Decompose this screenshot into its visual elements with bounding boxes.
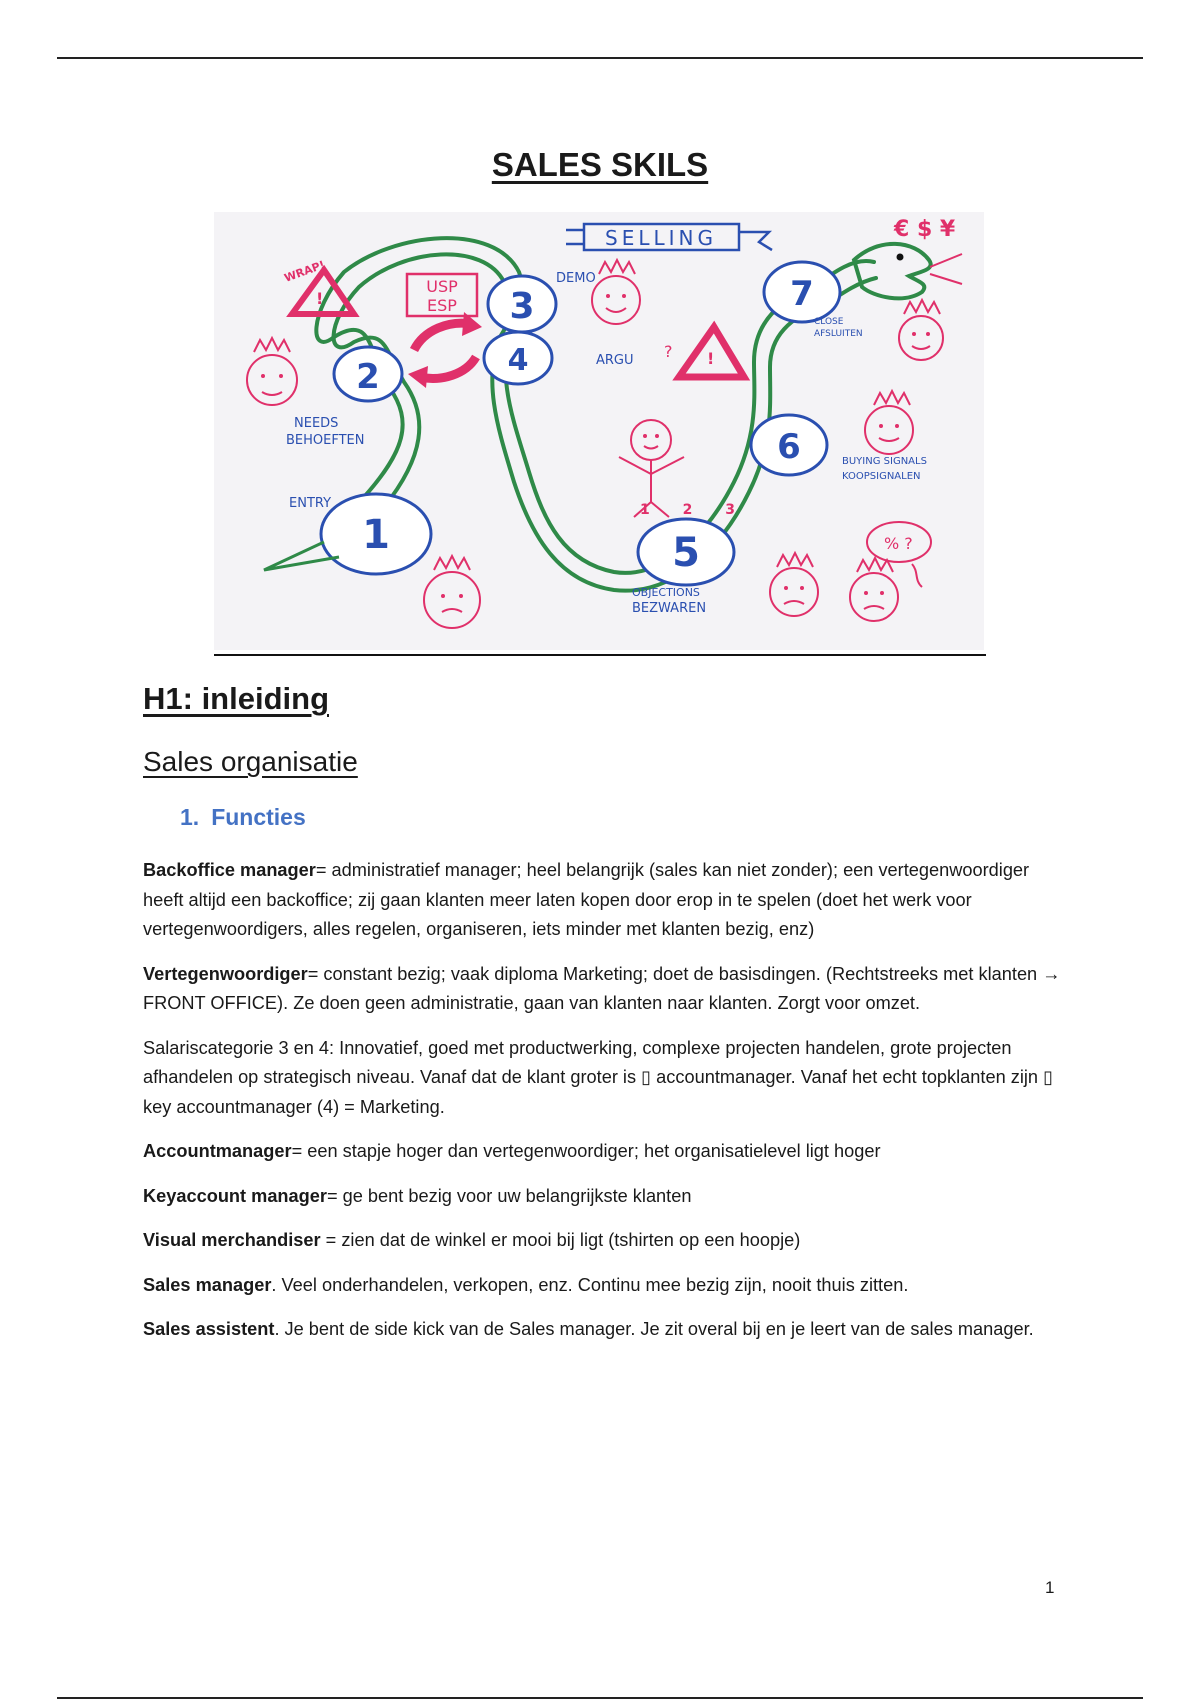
step-4: 4	[507, 343, 529, 378]
step-3: 3	[509, 286, 535, 327]
term: Sales assistent	[143, 1319, 275, 1339]
step-7: 7	[790, 274, 814, 314]
heading-3	[180, 804, 306, 831]
term: Backoffice manager	[143, 860, 316, 880]
step-2: 2	[356, 357, 380, 397]
term: Visual merchandiser	[143, 1230, 321, 1250]
paragraph-sales-manager	[143, 1271, 1063, 1301]
term: Accountmanager	[143, 1141, 292, 1161]
top-rule	[57, 57, 1143, 59]
illustration-underline	[214, 654, 986, 656]
objections-label: OBJECTIONS	[632, 586, 700, 599]
step-5: 5	[672, 530, 700, 576]
svg-text:!: !	[316, 289, 324, 308]
bezwaren-label: BEZWAREN	[632, 601, 707, 616]
definition: Salariscategorie 3 en 4: Innovatief, goed met productwerking, complexe projecten handelen, grote projecten afhandelen op strategisch niveau. Vanaf dat de klant groter is ▯ accountmanager. Vanaf het echt topklanten zijn ▯ key accountmanager (4) = Marketing.	[143, 1037, 1054, 1117]
term: Vertegenwoordiger	[143, 963, 308, 984]
definition: . Je bent de side kick van de Sales manager. Je zit overal bij en je leert van de sales manager.	[274, 1319, 1034, 1339]
currency-label: € $ ¥	[894, 217, 956, 242]
argu-label: ARGU	[596, 353, 634, 368]
entry-label: ENTRY	[289, 496, 332, 511]
paragraph-backoffice-manager	[143, 856, 1063, 945]
definition: = een stapje hoger dan vertegenwoordiger; het organisatielevel ligt hoger	[291, 1141, 881, 1161]
definition: = zien dat de winkel er mooi bij ligt (tshirten op een hoopje)	[320, 1230, 801, 1250]
definition: = ge bent bezig voor uw belangrijkste klanten	[326, 1185, 692, 1206]
paragraph-accountmanager	[143, 1137, 1063, 1167]
needs-label: NEEDS	[294, 416, 339, 431]
step-6: 6	[777, 427, 801, 467]
objection-numbers: 1 2 3	[640, 502, 749, 518]
usp-label: USP	[426, 277, 458, 296]
definition: . Veel onderhandelen, verkopen, enz. Continu mee bezig zijn, nooit thuis zitten.	[271, 1274, 909, 1295]
demo-label: DEMO	[556, 271, 596, 286]
wrap-label: WRAP!	[282, 258, 327, 285]
svg-text:!: !	[707, 349, 715, 368]
paragraph-sales-assistent	[143, 1315, 1063, 1345]
paragraph-salariscategorie	[143, 1034, 1063, 1123]
heading-1: H1: inleiding	[143, 681, 329, 716]
question-label: ?	[664, 342, 673, 361]
heading-2: Sales organisatie	[143, 746, 358, 777]
heading-3-text: Functies	[211, 804, 306, 830]
page-number: 1	[1045, 1578, 1055, 1597]
behoeften-label: BEHOEFTEN	[286, 433, 365, 448]
selling-process-illustration	[214, 212, 984, 650]
heading-3-number: 1.	[180, 804, 200, 830]
definition: = administratief manager; heel belangrijk (sales kan niet zonder); een vertegenwoordiger heeft altijd een backoffice; zij gaan klanten meer laten kopen door erop in te spelen (doet het werk voor vertegenwoordigers, alles regelen, organiseren, iets minder met klanten bezig, enz)	[143, 860, 1030, 939]
paragraph-vertegenwoordiger	[143, 960, 1063, 1019]
paragraph-visual-merchandiser	[143, 1226, 1063, 1256]
definition: = constant bezig; vaak diploma Marketing; doet de basisdingen. (Rechtstreeks met klanten → FRONT OFFICE). Ze doen geen administratie, gaan van klanten naar klanten. Zorgt voor omzet.	[143, 963, 1061, 1013]
bottom-rule	[57, 1697, 1143, 1699]
banner-label: SELLING	[605, 226, 717, 250]
percent-cloud-label: % ?	[884, 534, 913, 553]
koopsignalen-label: KOOPSIGNALEN	[842, 471, 921, 482]
buying-signals-label: BUYING SIGNALS	[842, 456, 927, 467]
afsluiten-label: AFSLUITEN	[814, 329, 863, 339]
paragraph-keyaccount-manager	[143, 1182, 1063, 1212]
document-title: SALES SKILS	[491, 146, 709, 183]
term: Keyaccount manager	[143, 1185, 327, 1206]
esp-label: ESP	[427, 296, 457, 315]
term: Sales manager	[143, 1274, 272, 1295]
close-label: CLOSE	[814, 317, 844, 327]
body-text	[143, 856, 1063, 1360]
step-1: 1	[362, 512, 390, 558]
